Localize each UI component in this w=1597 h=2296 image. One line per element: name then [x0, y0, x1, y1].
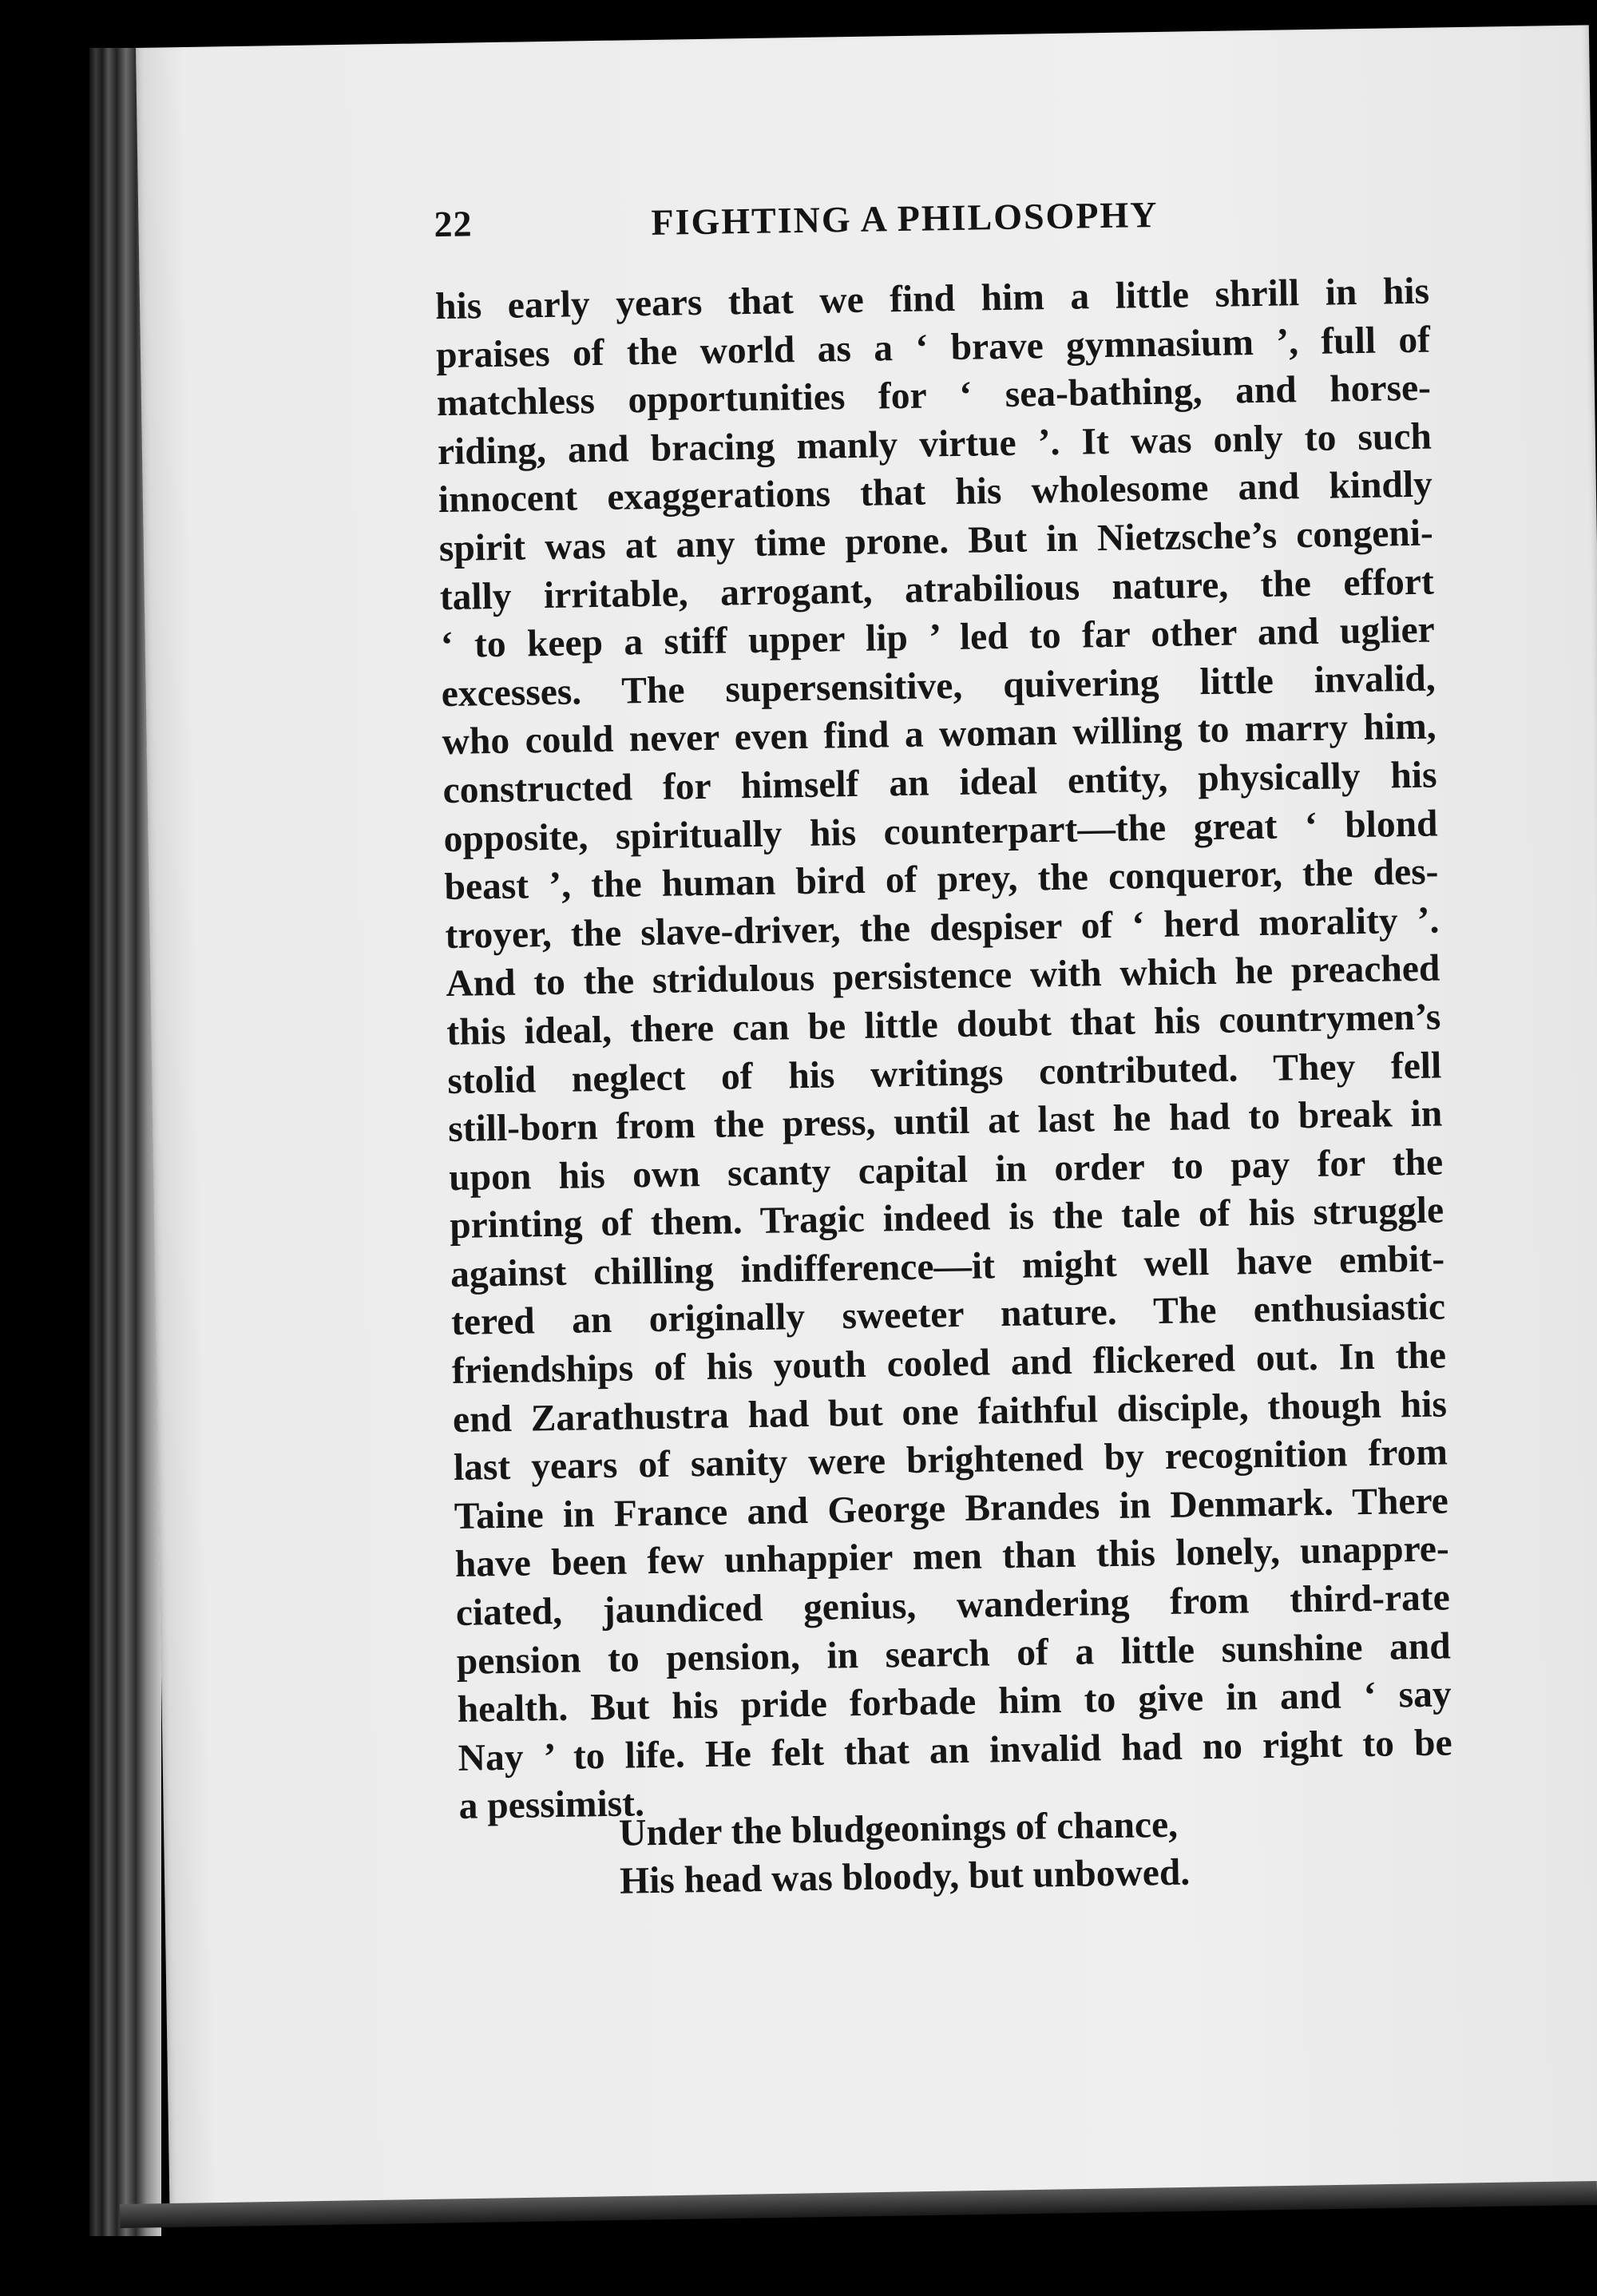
- text-line: excesses. The supersensitive, quivering little invalid,: [441, 657, 1437, 715]
- text-line: Taine in France and George Brandes in Denmark. There: [454, 1480, 1449, 1537]
- text-line: a pessimist.: [458, 1782, 645, 1828]
- text-line: still-born from the press, until at last he had to break in: [447, 1092, 1443, 1151]
- verse-quotation: [619, 1798, 1339, 1905]
- text-line: tally irritable, arrogant, atrabilious nature, the effort: [439, 561, 1435, 618]
- text-line: Nay ’ to life. He felt that an invalid had no right to be: [458, 1722, 1452, 1779]
- text-line: matchless opportunities for ‘ sea-bathing, and horse-: [436, 367, 1432, 425]
- text-line: innocent exaggerations that his wholesome and kindly: [438, 463, 1433, 521]
- text-line: riding, and bracing manly virtue ’. It was only to such: [437, 415, 1433, 473]
- text-line: ‘ to keep a stiff upper lip ’ led to far other and uglier: [440, 609, 1436, 667]
- text-line: printing of them. Tragic indeed is the tale of his struggle: [449, 1189, 1444, 1247]
- verse-line: His head was bloody, but unbowed.: [619, 1851, 1191, 1902]
- text-line: ciated, jaundiced genius, wandering from third-rate: [455, 1576, 1451, 1634]
- text-line: stolid neglect of his writings contributed. They fell: [446, 1044, 1442, 1102]
- text-line: And to the stridulous persistence with which he preached: [446, 947, 1440, 1005]
- text-line: praises of the world as a ‘ brave gymnasium ’, full of: [435, 319, 1431, 376]
- text-line: his early years that we find him a little shrill in his: [434, 270, 1430, 328]
- text-line: have been few unhappier men than this lonely, unappre-: [454, 1528, 1450, 1586]
- text-line: spirit was at any time prone. But in Nietzsche’s congeni-: [438, 512, 1434, 570]
- running-title: FIGHTING A PHILOSOPHY: [651, 193, 1159, 243]
- text-line: friendships of his youth cooled and flickered out. In the: [451, 1334, 1447, 1393]
- text-line: last years of sanity were brightened by recognition from: [453, 1431, 1448, 1489]
- text-line: health. But his pride forbade him to give in and ‘ say: [457, 1673, 1452, 1731]
- text-line: this ideal, there can be little doubt that his countrymen’s: [446, 996, 1441, 1053]
- text-line: who could never even find a woman willing to marry him,: [442, 705, 1437, 763]
- text-line: end Zarathustra had but one faithful disciple, though his: [452, 1383, 1448, 1441]
- verse-line: Under the bludgeonings of chance,: [618, 1803, 1179, 1854]
- text-line: troyer, the slave-driver, the despiser of ‘ herd morality ’.: [445, 899, 1440, 957]
- page-number: 22: [434, 203, 473, 245]
- text-line: pension to pension, in search of a little sunshine and: [456, 1625, 1452, 1683]
- text-line: tered an originally sweeter nature. The enthusiastic: [450, 1286, 1446, 1344]
- text-line: beast ’, the human bird of prey, the conqueror, the des-: [444, 851, 1439, 909]
- text-line: upon his own scanty capital in order to pay for the: [448, 1141, 1444, 1199]
- book-page: [136, 25, 1597, 2219]
- text-line: against chilling indifference—it might well have embit-: [450, 1238, 1445, 1295]
- text-line: constructed for himself an ideal entity, physically his: [442, 754, 1437, 812]
- page-header: [434, 188, 1393, 267]
- text-line: opposite, spiritually his counterpart—the great ‘ blond: [443, 803, 1438, 860]
- body-paragraph: [435, 268, 1453, 1831]
